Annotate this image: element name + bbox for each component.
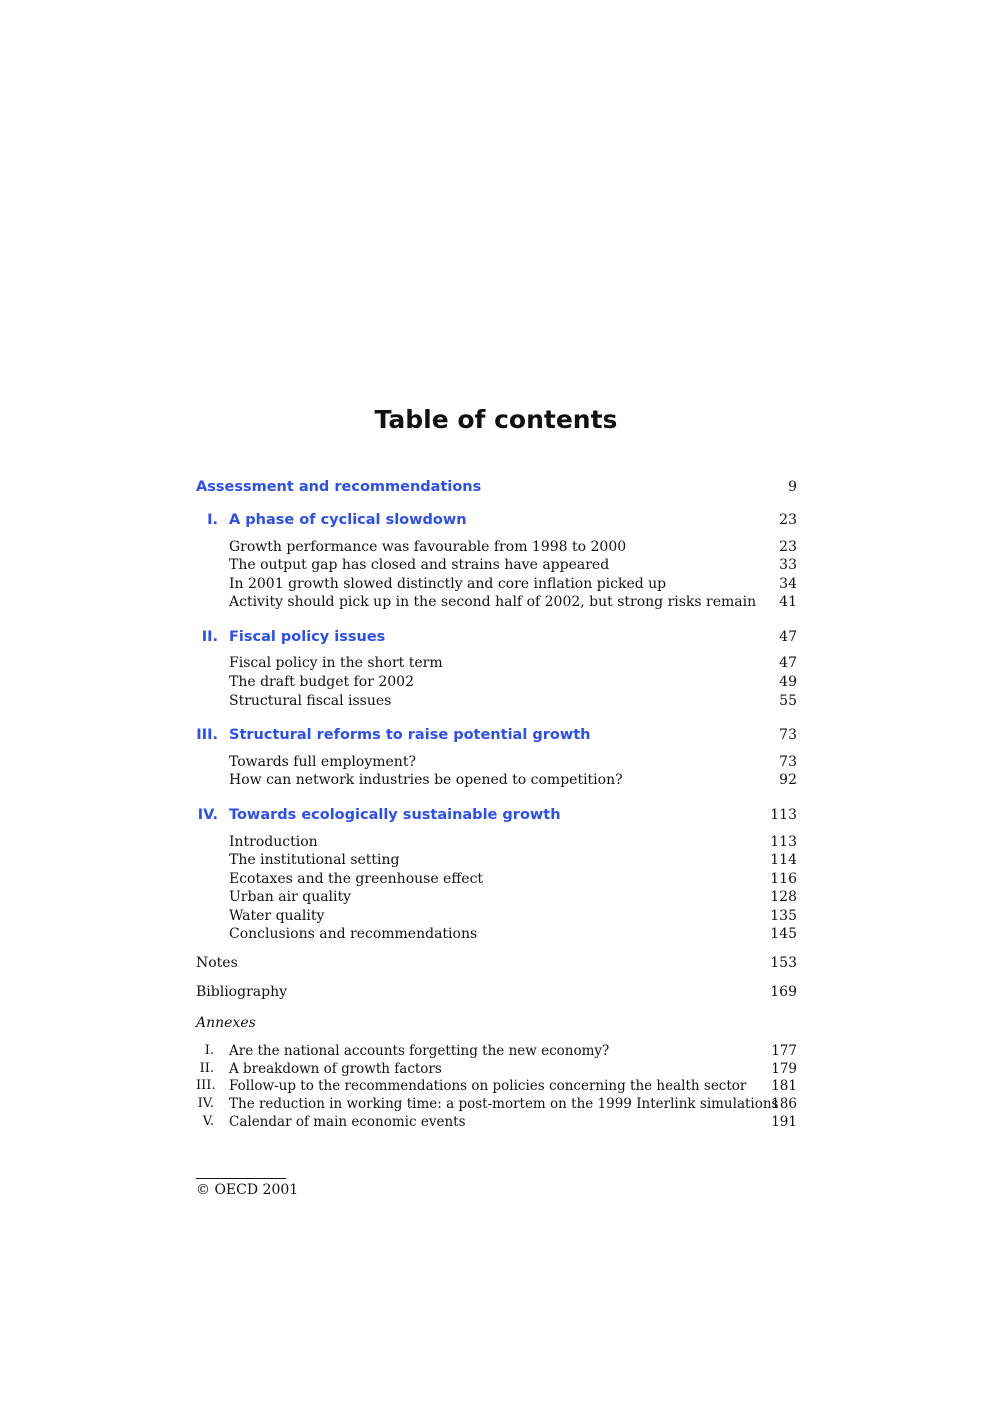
toc-entry-text: Urban air quality — [229, 889, 352, 905]
toc-entry-text: Fiscal policy in the short term — [229, 655, 443, 671]
toc-chapter-1[interactable] — [196, 510, 797, 530]
toc-page-number: 116 — [770, 871, 797, 887]
toc-entry[interactable] — [196, 770, 797, 790]
toc-entry-text: In 2001 growth slowed distinctly and core inflation picked up — [229, 576, 667, 592]
annex-number: V. — [202, 1114, 214, 1129]
toc-page-number: 177 — [771, 1043, 797, 1059]
chapter-number: II. — [201, 629, 218, 645]
toc-page-number: 55 — [779, 693, 797, 709]
toc-assessment-label: Assessment and recommendations — [196, 479, 482, 495]
annex-title: Follow-up to the recommendations on policies concerning the health sector — [229, 1078, 747, 1094]
chapter-number: I. — [207, 512, 218, 528]
toc-entry-text: Conclusions and recommendations — [229, 926, 478, 942]
toc-entry-text: Water quality — [229, 908, 325, 924]
toc-page-number: 9 — [788, 479, 797, 495]
toc-page-number: 128 — [770, 889, 797, 905]
toc-page-number: 191 — [771, 1114, 797, 1130]
toc-bibliography-label: Bibliography — [196, 984, 287, 1000]
chapter-title: A phase of cyclical slowdown — [229, 512, 467, 528]
annex-number: II. — [199, 1061, 214, 1076]
toc-page-number: 41 — [779, 594, 797, 610]
toc-assessment[interactable] — [196, 477, 797, 497]
annex-number: IV. — [197, 1096, 214, 1111]
toc-chapter-4[interactable] — [196, 805, 797, 825]
chapter-title: Towards ecologically sustainable growth — [229, 807, 561, 823]
toc-entry[interactable] — [196, 850, 797, 870]
toc-entry-text: The output gap has closed and strains have appeared — [229, 557, 610, 573]
toc-entry[interactable] — [196, 832, 797, 852]
toc-entry-text: Growth performance was favourable from 1998 to 2000 — [229, 539, 627, 555]
toc-page-number: 113 — [770, 807, 797, 823]
chapter-number: IV. — [197, 807, 218, 823]
toc-entry-text: The institutional setting — [229, 852, 400, 868]
toc-entry-text: How can network industries be opened to competition? — [229, 772, 623, 788]
toc-page-number: 186 — [771, 1096, 797, 1112]
toc-entry[interactable] — [196, 887, 797, 907]
annex-title: Calendar of main economic events — [229, 1114, 466, 1130]
chapter-number: III. — [196, 727, 218, 743]
toc-entry-text: Towards full employment? — [229, 754, 416, 770]
toc-annex-1[interactable] — [196, 1041, 797, 1061]
annex-number: III. — [196, 1078, 216, 1093]
annex-title: A breakdown of growth factors — [229, 1061, 442, 1077]
footer-rule — [196, 1178, 286, 1179]
toc-page-number: 49 — [779, 674, 797, 690]
copyright: © OECD 2001 — [196, 1182, 299, 1198]
toc-entry[interactable] — [196, 752, 797, 772]
toc-page-number: 114 — [770, 852, 797, 868]
toc-notes-label: Notes — [196, 955, 238, 971]
toc-page-number: 73 — [779, 727, 797, 743]
annexes-heading: Annexes — [196, 1015, 256, 1031]
toc-entry[interactable] — [196, 592, 797, 612]
toc-page-number: 135 — [770, 908, 797, 924]
toc-page-number: 169 — [770, 984, 797, 1000]
toc-entry[interactable] — [196, 574, 797, 594]
toc-page-number: 34 — [779, 576, 797, 592]
toc-page-number: 92 — [779, 772, 797, 788]
toc-entry[interactable] — [196, 869, 797, 889]
toc-page-number: 181 — [771, 1078, 797, 1094]
toc-page-number: 153 — [770, 955, 797, 971]
chapter-title: Fiscal policy issues — [229, 629, 386, 645]
toc-bibliography[interactable] — [196, 982, 797, 1002]
toc-chapter-3[interactable] — [196, 725, 797, 745]
toc-entry[interactable] — [196, 672, 797, 692]
toc-page-number: 33 — [779, 557, 797, 573]
toc-page-number: 23 — [779, 512, 797, 528]
toc-entry-text: Introduction — [229, 834, 318, 850]
annex-number: I. — [204, 1043, 214, 1058]
toc-entry[interactable] — [196, 691, 797, 711]
toc-entry-text: Structural fiscal issues — [229, 693, 392, 709]
toc-page-number: 145 — [770, 926, 797, 942]
toc-page-number: 179 — [771, 1061, 797, 1077]
toc-annex-3[interactable] — [196, 1076, 797, 1096]
toc-annex-5[interactable] — [196, 1112, 797, 1132]
toc-chapter-2[interactable] — [196, 627, 797, 647]
toc-entry[interactable] — [196, 906, 797, 926]
toc-page-number: 73 — [779, 754, 797, 770]
toc-entry[interactable] — [196, 653, 797, 673]
toc-entry-text: Activity should pick up in the second half of 2002, but strong risks remain — [229, 594, 757, 610]
toc-entry-text: The draft budget for 2002 — [229, 674, 414, 690]
toc-page-number: 47 — [779, 655, 797, 671]
toc-page-number: 47 — [779, 629, 797, 645]
toc-page-number: 23 — [779, 539, 797, 555]
toc-annex-4[interactable] — [196, 1094, 797, 1114]
page-title: Table of contents — [374, 405, 618, 434]
toc-entry[interactable] — [196, 537, 797, 557]
toc-entry-text: Ecotaxes and the greenhouse effect — [229, 871, 484, 887]
toc-notes[interactable] — [196, 953, 797, 973]
annex-title: Are the national accounts forgetting the new economy? — [229, 1043, 610, 1059]
annex-title: The reduction in working time: a post-mortem on the 1999 Interlink simulations — [229, 1096, 779, 1112]
toc-page-number: 113 — [770, 834, 797, 850]
toc-entry[interactable] — [196, 924, 797, 944]
chapter-title: Structural reforms to raise potential growth — [229, 727, 591, 743]
toc-entry[interactable] — [196, 555, 797, 575]
